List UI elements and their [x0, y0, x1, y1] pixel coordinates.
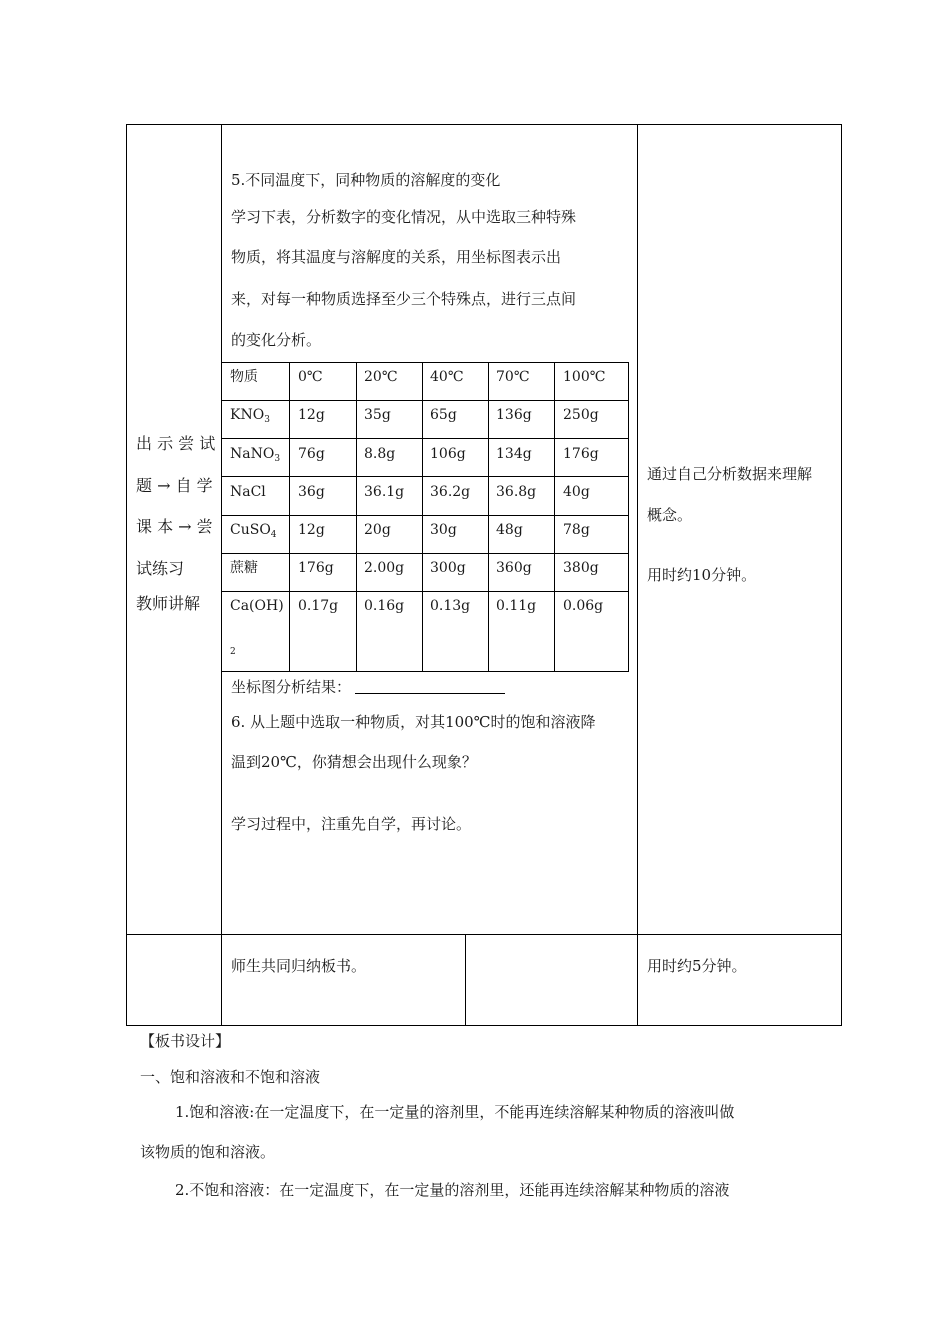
- table-cell: 36.8g: [496, 484, 537, 500]
- result-label: [231, 677, 505, 697]
- table-cell: 76g: [298, 446, 325, 462]
- grid-v: [628, 362, 629, 672]
- left-col-line: 教师讲解: [136, 594, 201, 613]
- left-col-line: 课 本 → 尝: [136, 517, 213, 536]
- item6-line: 6. 从上题中选取一种物质，对其100℃时的饱和溶液降: [231, 713, 596, 731]
- result-label-text: 坐标图分析结果：: [231, 678, 352, 696]
- table-row-label: [230, 445, 280, 468]
- subscript: 3: [274, 454, 281, 464]
- grid-h: [222, 591, 628, 592]
- table-cell: 0.11g: [496, 598, 537, 614]
- table-cell: 20g: [364, 522, 391, 538]
- right-col-time: 用时约10分钟。: [647, 566, 757, 584]
- table-cell: 136g: [496, 407, 532, 423]
- table-cell: 0.17g: [298, 598, 339, 614]
- grid-h: [222, 671, 628, 672]
- board-heading: 【板书设计】: [140, 1032, 231, 1050]
- grid-v: [422, 362, 423, 672]
- table-cell: 36g: [298, 484, 325, 500]
- substance-name: CuSO: [230, 522, 271, 538]
- table-header: 0℃: [298, 369, 323, 385]
- table-row-label: [230, 483, 266, 506]
- table-cell: 65g: [430, 407, 457, 423]
- right-col-note: 概念。: [647, 506, 693, 524]
- table-cell: 78g: [563, 522, 590, 538]
- grid-h: [222, 400, 628, 401]
- table-row-label: [230, 521, 277, 544]
- table-cell: 360g: [496, 560, 532, 576]
- left-col-line: 出 示 尝 试: [136, 434, 216, 453]
- table-cell: 0.06g: [563, 598, 604, 614]
- grid-v: [356, 362, 357, 672]
- table-row-label: [230, 597, 284, 615]
- left-col-line: 试练习: [136, 559, 185, 578]
- table-cell: 36.1g: [364, 484, 405, 500]
- table-border-bottom: [126, 1025, 842, 1026]
- table-row-label: [230, 559, 258, 582]
- substance-name: KNO: [230, 407, 265, 423]
- board-section-title: 一、饱和溶液和不饱和溶液: [140, 1068, 321, 1086]
- item5-line: 的变化分析。: [231, 331, 322, 349]
- table-border-row-divider: [126, 934, 842, 935]
- table-divider-2: [637, 124, 638, 1026]
- subscript: 2: [230, 647, 236, 657]
- grid-v: [488, 362, 489, 672]
- table-cell: 0.13g: [430, 598, 471, 614]
- table-header: 20℃: [364, 369, 398, 385]
- item5-line: 学习下表，分析数字的变化情况，从中选取三种特殊: [231, 208, 577, 226]
- table-cell: 12g: [298, 522, 325, 538]
- table-divider-bottom-mid: [465, 934, 466, 1025]
- table-border-left: [126, 124, 127, 1026]
- substance-name: NaCl: [230, 484, 266, 500]
- table-header: 100℃: [563, 369, 606, 385]
- table-cell: 176g: [298, 560, 334, 576]
- table-row-label: [230, 406, 270, 429]
- grid-h: [222, 362, 628, 363]
- grid-v: [289, 362, 290, 672]
- substance-name: NaNO: [230, 446, 275, 462]
- item5-line: 来，对每一种物质选择至少三个特殊点，进行三点间: [231, 290, 577, 308]
- grid-v: [554, 362, 555, 672]
- left-col-line: 题 → 自 学: [136, 476, 213, 495]
- board-paragraph: 2.不饱和溶液：在一定温度下，在一定量的溶剂里，还能再连续溶解某种物质的溶液: [175, 1181, 730, 1199]
- bottom-row-middle: 师生共同归纳板书。: [231, 957, 367, 975]
- table-cell: 134g: [496, 446, 532, 462]
- table-cell: 300g: [430, 560, 466, 576]
- grid-h: [222, 476, 628, 477]
- item6-line: 温到20℃，你猜想会出现什么现象？: [231, 753, 477, 771]
- item5-line: 物质，将其温度与溶解度的关系，用坐标图表示出: [231, 248, 562, 266]
- table-cell: 35g: [364, 407, 391, 423]
- table-cell: 12g: [298, 407, 325, 423]
- table-header: 70℃: [496, 369, 530, 385]
- item5-title: 5.不同温度下，同种物质的溶解度的变化: [231, 171, 501, 189]
- table-cell: 380g: [563, 560, 599, 576]
- table-cell: 106g: [430, 446, 466, 462]
- table-cell: 30g: [430, 522, 457, 538]
- table-header: 物质: [230, 369, 258, 385]
- study-note: 学习过程中，注重先自学，再讨论。: [231, 815, 472, 833]
- table-cell: 48g: [496, 522, 523, 538]
- table-divider-1: [221, 124, 222, 1026]
- table-cell: 8.8g: [364, 446, 396, 462]
- table-cell: 40g: [563, 484, 590, 500]
- grid-h: [222, 515, 628, 516]
- substance-name: 蔗糖: [230, 560, 258, 576]
- table-border-top: [126, 124, 842, 125]
- table-cell: 2.00g: [364, 560, 405, 576]
- bottom-row-right: 用时约5分钟。: [647, 957, 747, 975]
- table-header: 40℃: [430, 369, 464, 385]
- board-paragraph: 该物质的饱和溶液。: [140, 1143, 276, 1161]
- table-cell: 36.2g: [430, 484, 471, 500]
- board-paragraph: 1.饱和溶液:在一定温度下，在一定量的溶剂里，不能再连续溶解某种物质的溶液叫做: [175, 1103, 735, 1121]
- table-cell: 250g: [563, 407, 599, 423]
- table-cell: 0.16g: [364, 598, 405, 614]
- subscript: 3: [264, 415, 270, 425]
- table-cell: 176g: [563, 446, 599, 462]
- grid-h: [222, 438, 628, 439]
- answer-blank: [355, 679, 505, 694]
- grid-h: [222, 553, 628, 554]
- right-col-note: 通过自己分析数据来理解: [647, 465, 813, 483]
- subscript: 4: [270, 530, 277, 540]
- substance-name: Ca(OH): [230, 598, 284, 614]
- table-border-right: [841, 124, 842, 1026]
